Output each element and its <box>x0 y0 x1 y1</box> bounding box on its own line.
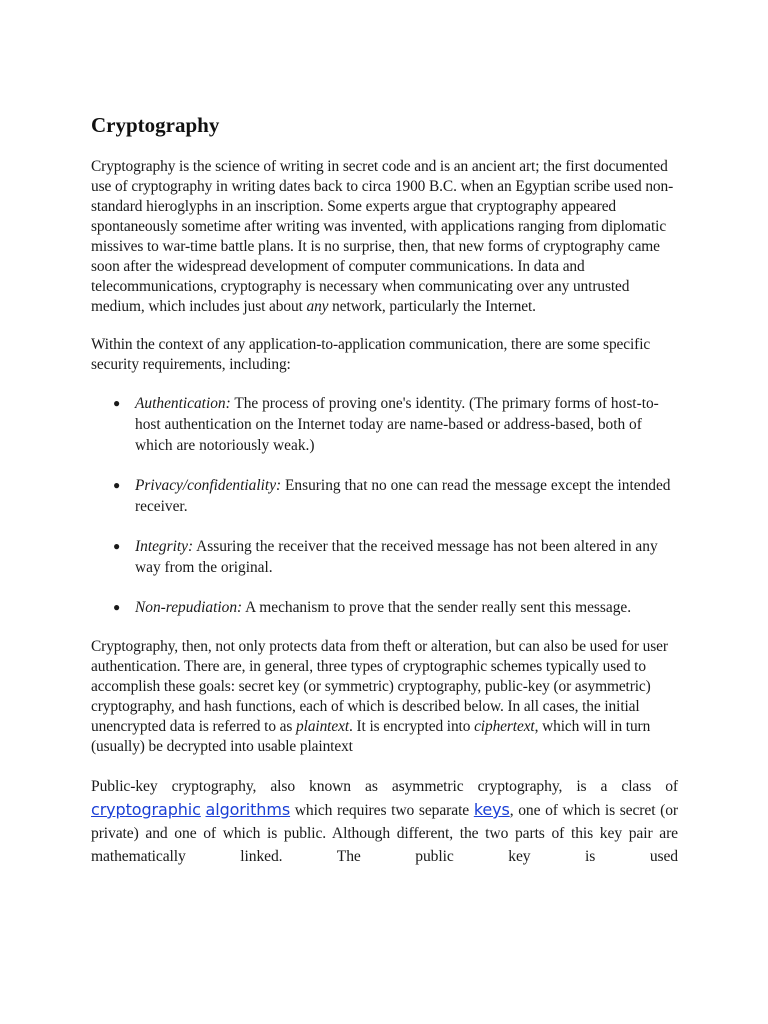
types-text: Cryptography, then, not only protects data from theft or alteration, but can also be used for user authentication. There are, in general, three types of cryptographic schemes typically used to accomplish these goals: secret key (or symmetric) cryptography, public-key (or asymmetric) cryptography, and hash functions, each of which is described below. In all cases, the initial unencrypted data is referred to as <box>91 638 668 735</box>
list-item <box>113 475 678 517</box>
page-title: Cryptography <box>91 113 220 137</box>
context-paragraph: Within the context of any application-to-application communication, there are some specific security requirements, including: <box>91 336 651 373</box>
types-paragraph <box>91 637 678 757</box>
public-key-text: , one of which is secret (or private) and one of which is public. Although different, the two parts of this key pair are mathematically linked. The public key is used <box>91 802 679 865</box>
intro-text: Cryptography is the science of writing in secret code and is an ancient art; the first documented use of cryptography in writing dates back to circa 1900 B.C. when an Egyptian scribe used non-standard hieroglyphs in an inscription. Some experts argue that cryptography appeared spontaneously sometime after writing was invented, with applications ranging from diplomatic missives to war-time battle plans. It is no surprise, then, that new forms of cryptography came soon after the widespread development of computer communications. In data and telecommunications, cryptography is necessary when communicating over any untrusted medium, which includes just about <box>91 158 674 315</box>
list-item <box>113 393 678 456</box>
list-item-text: A mechanism to prove that the sender really sent this message. <box>242 599 632 616</box>
document-page <box>91 110 678 886</box>
list-item <box>113 536 678 578</box>
intro-paragraph <box>91 157 678 317</box>
list-item-text: Ensuring that no one can read the message except the intended receiver. <box>135 477 671 515</box>
list-item-term: Authentication: <box>135 395 231 412</box>
link-algorithms[interactable]: algorithms <box>205 800 291 819</box>
ciphertext-term: ciphertext <box>474 718 535 735</box>
plaintext-term: plaintext <box>296 718 349 735</box>
link-keys[interactable]: keys <box>473 800 510 819</box>
public-key-text: which requires two separate <box>290 802 474 819</box>
link-cryptographic[interactable]: cryptographic <box>91 800 201 819</box>
bullet-icon: ● <box>113 600 121 614</box>
bullet-icon: ● <box>113 539 121 553</box>
list-item <box>113 597 678 618</box>
bullet-icon: ● <box>113 396 121 410</box>
types-text: , which will in turn (usually) be decrypted into usable plaintext <box>91 718 651 755</box>
list-item-term: Integrity: <box>135 538 194 555</box>
public-key-text: Public-key cryptography, also known as asymmetric cryptography, is a class of <box>91 778 678 795</box>
public-key-paragraph <box>91 775 678 868</box>
intro-text-end: network, particularly the Internet. <box>328 298 536 315</box>
intro-emphasis: any <box>306 298 329 315</box>
list-item-term: Non-repudiation: <box>135 599 243 616</box>
requirements-list <box>91 393 678 618</box>
bullet-icon: ● <box>113 478 121 492</box>
types-text: . It is encrypted into <box>349 718 475 735</box>
list-item-term: Privacy/confidentiality: <box>135 477 282 494</box>
list-item-text: Assuring the receiver that the received message has not been altered in any way from the original. <box>135 538 658 576</box>
list-item-text: The process of proving one's identity. (The primary forms of host-to-host authentication on the Internet today are name-based or address-based, both of which are notoriously weak.) <box>135 395 659 454</box>
